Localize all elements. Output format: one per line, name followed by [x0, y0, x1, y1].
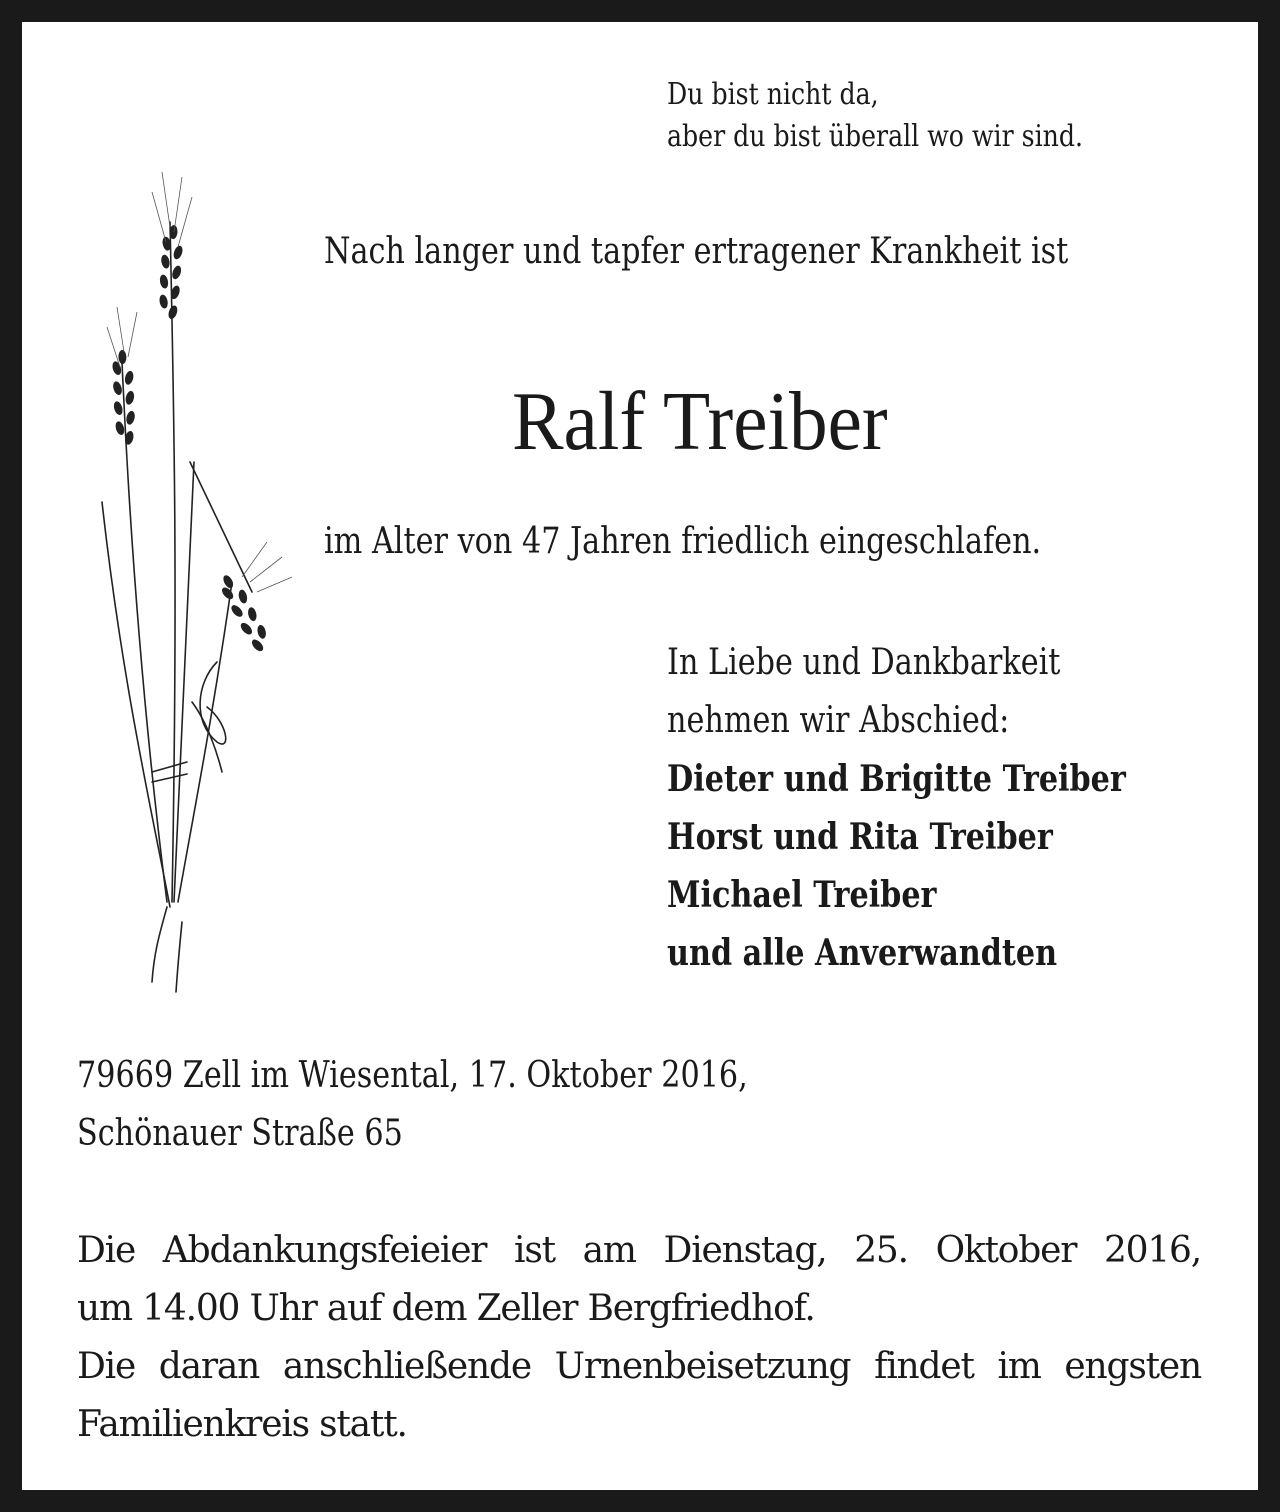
mourner-entry: und alle Anverwandten	[667, 932, 1058, 974]
ceremony-info	[77, 1222, 1201, 1454]
ceremony-line-3: Die daran anschließende Urnenbeisetzung findet im engsten	[77, 1346, 1201, 1387]
mourner-entry: Horst und Rita Treiber	[667, 816, 1053, 858]
motto-line-2: aber du bist überall wo wir sind.	[667, 119, 1084, 154]
farewell-line-1: In Liebe und Dankbarkeit	[667, 642, 1061, 683]
motto	[667, 74, 1083, 158]
motto-line-1: Du bist nicht da,	[667, 77, 879, 112]
farewell-line-2: nehmen wir Abschied:	[667, 700, 1010, 741]
mourners-list	[667, 750, 1126, 982]
place-line-1: 79669 Zell im Wiesental, 17. Oktober 2016,	[77, 1055, 748, 1096]
ceremony-line-1: Die Abdankungsfeieier ist am Dienstag, 25. Oktober 2016,	[77, 1230, 1201, 1271]
farewell-text	[667, 634, 1060, 750]
place-and-date	[77, 1047, 748, 1163]
wheat-stalks-icon	[82, 162, 302, 1002]
place-line-2: Schönauer Straße 65	[77, 1113, 403, 1154]
age-text: im Alter von 47 Jahren friedlich eingeschlafen.	[324, 521, 1042, 562]
deceased-name: Ralf Treiber	[512, 375, 888, 468]
intro-text: Nach langer und tapfer ertragener Krankheit ist	[324, 231, 1069, 272]
ceremony-line-4: Familienkreis statt.	[77, 1404, 407, 1445]
mourner-entry: Dieter und Brigitte Treiber	[667, 758, 1126, 800]
mourner-entry: Michael Treiber	[667, 874, 937, 916]
ceremony-line-2: um 14.00 Uhr auf dem Zeller Bergfriedhof.	[77, 1288, 815, 1329]
